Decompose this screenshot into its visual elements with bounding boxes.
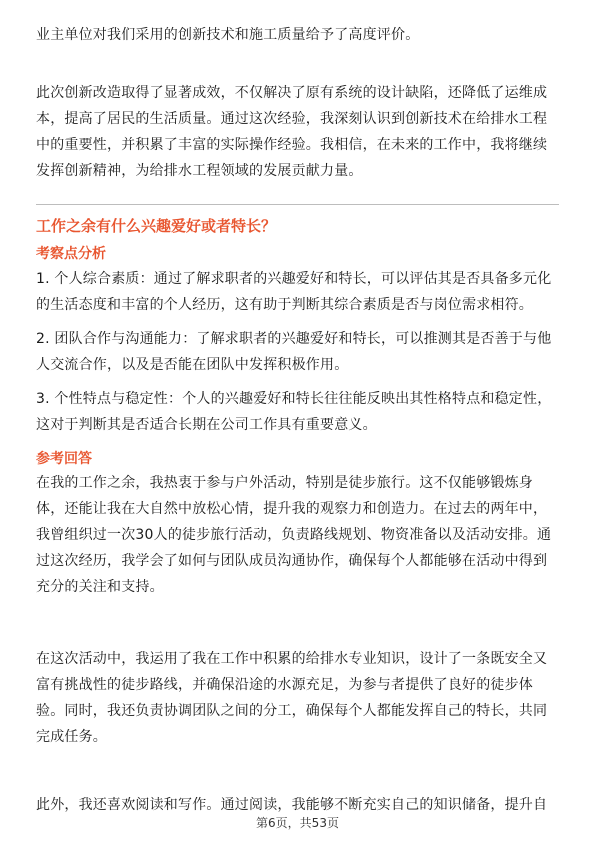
analysis-item-2: 2. 团队合作与沟通能力：了解求职者的兴趣爱好和特长，可以推测其是否善于与他人交流合作，以及是否能在团队中发挥积极作用。 [36, 331, 552, 373]
intro-paragraph-2: 此次创新改造取得了显著成效，不仅解决了原有系统的设计缺陷，还降低了运维成本，提高了居民的生活质量。通过这次经验，我深刻认识到创新技术在给排水工程中的重要性，并积累了丰富的实际操作经验。我相信，在未来的工作中，我将继续发挥创新精神，为给排水工程领域的发展贡献力量。 [36, 85, 548, 179]
analysis-item-3: 3. 个性特点与稳定性：个人的兴趣爱好和特长往往能反映出其性格特点和稳定性，这对于判断其是否适合长期在公司工作具有重要意义。 [36, 391, 552, 433]
question-title: 工作之余有什么兴趣爱好或者特长？ [36, 217, 277, 235]
analysis-item-1: 1. 个人综合素质：通过了解求职者的兴趣爱好和特长，可以评估其是否具备多元化的生活态度和丰富的个人经历，这有助于判断其综合素质是否与岗位需求相符。 [36, 271, 552, 313]
answer-paragraph-2: 在这次活动中，我运用了我在工作中积累的给排水专业知识，设计了一条既安全又富有挑战性的徒步路线，并确保沿途的水源充足，为参与者提供了良好的徒步体验。同时，我还负责协调团队之间的分工，确保每个人都能发挥自己的特长，共同完成任务。 [36, 651, 548, 745]
section-divider [36, 204, 559, 205]
answer-heading: 参考回答 [36, 451, 92, 467]
answer-paragraph-1: 在我的工作之余，我热衷于参与户外活动，特别是徒步旅行。这不仅能够锻炼身体，还能让我在大自然中放松心情，提升我的观察力和创造力。在过去的两年中，我曾组织过一次30人的徒步旅行活动，负责路线规划、物资准备以及活动安排。通过这次经历，我学会了如何与团队成员沟通协作，确保每个人都能够在活动中得到充分的关注和支持。 [36, 475, 552, 595]
answer-paragraph-3: 此外，我还喜欢阅读和写作。通过阅读，我能够不断充实自己的知识储备，提升自 [36, 797, 548, 813]
page-number: 第6页，共53页 [256, 816, 339, 830]
intro-paragraph-1: 业主单位对我们采用的创新技术和施工质量给予了高度评价。 [36, 27, 420, 43]
analysis-heading: 考察点分析 [36, 246, 106, 262]
